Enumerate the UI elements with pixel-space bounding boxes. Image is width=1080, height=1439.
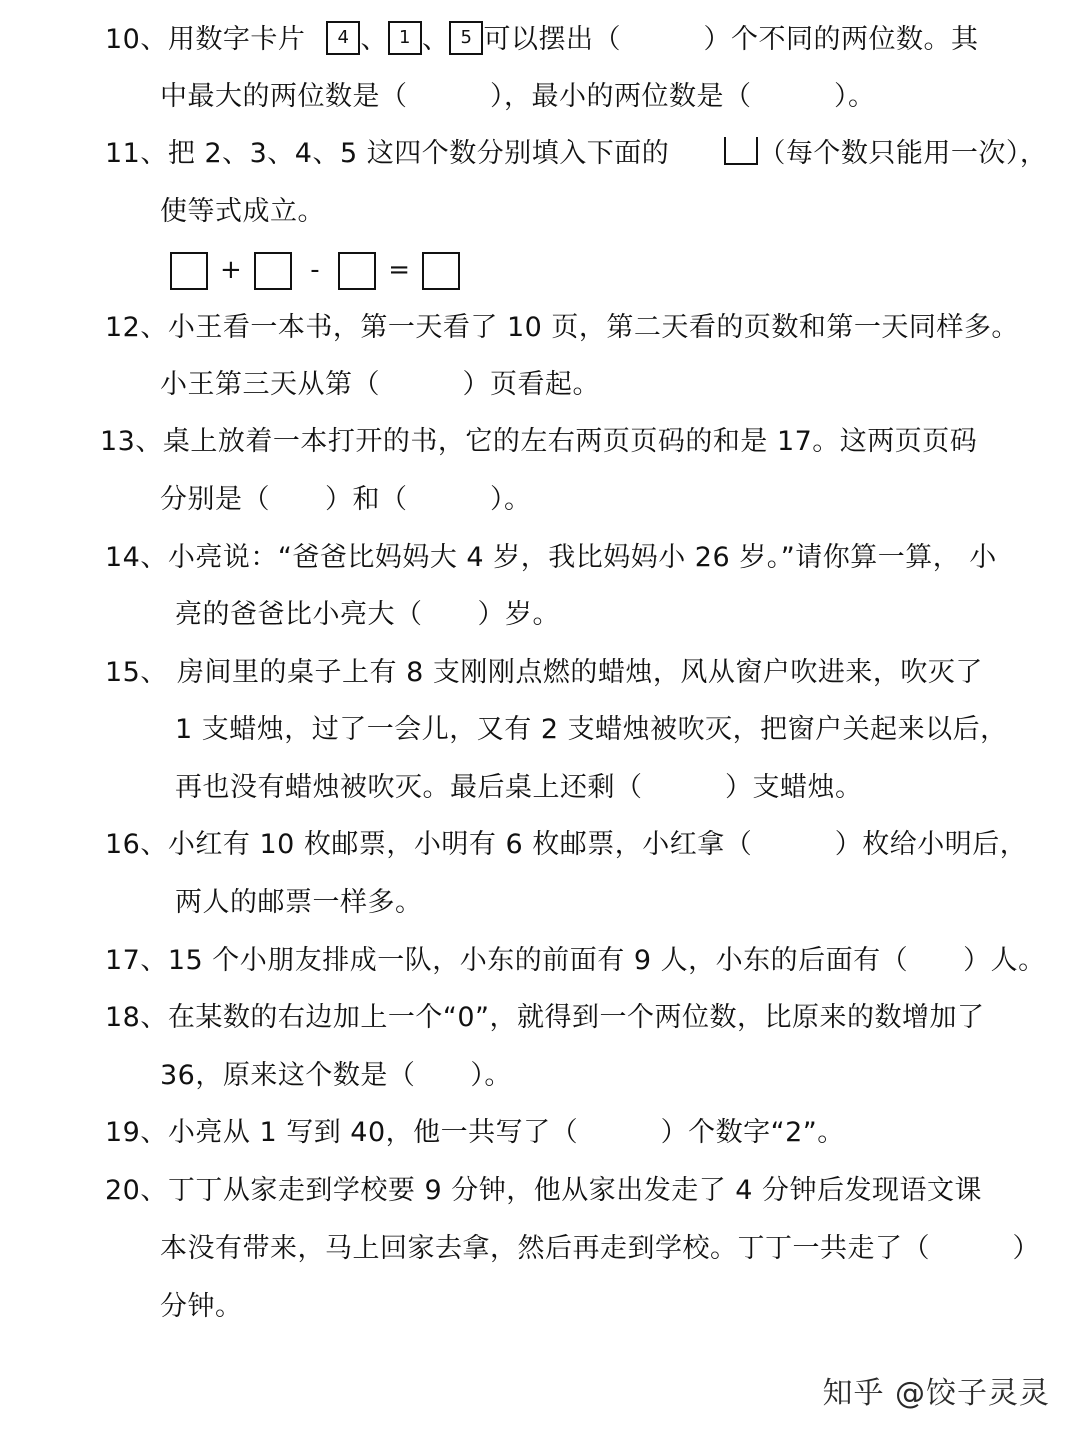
question-15-line-3: 再也没有蜡烛被吹灭。最后桌上还剩（ ）支蜡烛。 (175, 772, 863, 803)
question-number: 10、 (105, 24, 168, 55)
question-19-line-1 (105, 1111, 845, 1155)
question-number: 20、 (105, 1175, 168, 1206)
question-16-line-2: 两人的邮票一样多。 (175, 887, 423, 918)
question-text: 把 2、3、4、5 这四个数分别填入下面的 (167, 138, 670, 169)
question-text: （每个数只能用一次）， (758, 138, 1048, 169)
question-text: 小亮从 1 写到 40，他一共写了（ ）个数字“2”。 (167, 1117, 845, 1148)
question-20-line-1 (105, 1169, 982, 1213)
question-11-line-1 (105, 132, 1047, 176)
question-number: 11、 (105, 138, 168, 169)
question-text: 在某数的右边加上一个“0”，就得到一个两位数，比原来的数增加了 (167, 1002, 985, 1033)
separator: 、 (421, 24, 450, 55)
number-card: 4 (326, 21, 360, 55)
question-15-line-2: 1 支蜡烛，过了一会儿，又有 2 支蜡烛被吹灭，把窗户关起来以后， (175, 714, 1008, 745)
question-text: 房间里的桌子上有 8 支刚刚点燃的蜡烛，风从窗户吹进来，吹灭了 (177, 657, 983, 688)
question-20-line-3: 分钟。 (160, 1291, 243, 1322)
question-15-line-1 (105, 651, 983, 695)
question-17-line-1 (105, 939, 1046, 983)
question-11-line-2: 使等式成立。 (160, 196, 325, 227)
question-18-line-1 (105, 996, 985, 1040)
blank-box-sample (724, 137, 758, 165)
question-20-line-2: 本没有带来，马上回家去拿，然后再走到学校。丁丁一共走了（ ） (160, 1233, 1040, 1264)
question-13-line-2: 分别是（ ）和（ ）。 (160, 484, 532, 515)
minus-sign: - (310, 254, 321, 285)
question-number: 16、 (105, 829, 168, 860)
question-13-line-1 (100, 420, 977, 464)
question-text: 小亮说：“爸爸比妈妈大 4 岁，我比妈妈小 26 岁。”请你算一算， 小 (167, 542, 997, 573)
question-number: 18、 (105, 1002, 168, 1033)
question-16-line-1 (105, 823, 1027, 867)
question-12-line-1 (105, 306, 1019, 350)
number-card: 5 (449, 21, 483, 55)
question-number: 17、 (105, 945, 168, 976)
question-10-line-2: 中最大的两位数是（ ），最小的两位数是（ ）。 (160, 81, 876, 112)
question-number: 13、 (100, 426, 163, 457)
answer-box[interactable] (338, 252, 376, 290)
question-14-line-2: 亮的爸爸比小亮大（ ）岁。 (175, 599, 560, 630)
question-text: 桌上放着一本打开的书，它的左右两页页码的和是 17。这两页页码 (162, 426, 978, 457)
question-text: 丁丁从家走到学校要 9 分钟，他从家出发走了 4 分钟后发现语文课 (167, 1175, 983, 1206)
question-11-equation (170, 250, 460, 294)
answer-box[interactable] (422, 252, 460, 290)
question-text: 用数字卡片 (167, 24, 306, 55)
question-12-line-2: 小王第三天从第（ ）页看起。 (160, 369, 600, 400)
question-18-line-2: 36，原来这个数是（ ）。 (160, 1060, 512, 1091)
question-number: 12、 (105, 312, 168, 343)
question-14-line-1 (105, 536, 997, 580)
question-number: 14、 (105, 542, 168, 573)
separator: 、 (360, 24, 388, 55)
answer-box[interactable] (254, 252, 292, 290)
zhihu-watermark: 知乎 @饺子灵灵 (822, 1376, 1050, 1411)
question-number: 15、 (105, 657, 168, 688)
question-text: 15 个小朋友排成一队，小东的前面有 9 人，小东的后面有（ ）人。 (167, 945, 1046, 976)
equals-sign: = (388, 254, 411, 285)
question-text: 可以摆出（ ）个不同的两位数。其 (483, 24, 979, 55)
question-text: 小红有 10 枚邮票，小明有 6 枚邮票，小红拿（ ）枚给小明后， (167, 829, 1028, 860)
question-10-line-1 (105, 18, 978, 62)
question-number: 19、 (105, 1117, 168, 1148)
plus-sign: + (220, 254, 243, 285)
answer-box[interactable] (170, 252, 208, 290)
number-card: 1 (388, 21, 422, 55)
question-text: 小王看一本书，第一天看了 10 页，第二天看的页数和第一天同样多。 (167, 312, 1019, 343)
